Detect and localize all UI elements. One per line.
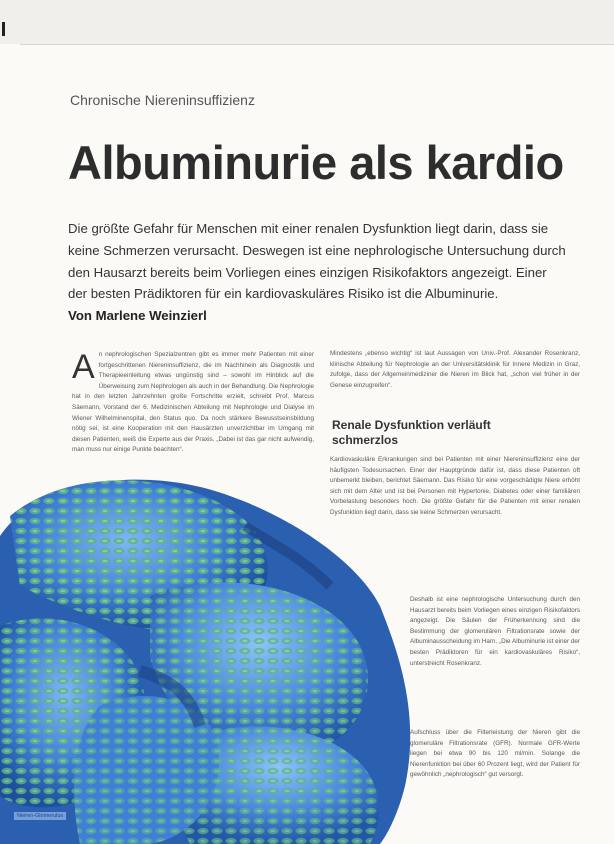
body-paragraph-right-top: Mindestens „ebenso wichtig“ ist laut Aussagen von Univ.-Prof. Alexander Rosenkranz, klinische Abteilung für Nephrologie an der Universitätsklinik für Innere Medizin in Graz, zufolge, dass der Allgemeinmediziner die Nieren im Blick hat, „schon viel früher in der Genese einzugreifen“. [330,350,580,389]
scan-edge-line [20,44,614,45]
body-column-right-low [410,595,580,669]
author-byline: Von Marlene Weinzierl [68,308,207,324]
body-column-right-bottom [410,728,580,781]
body-paragraph-right-mid: Kardiovaskuläre Erkrankungen sind bei Patienten mit einer Niereninsuffizienz eine der häufigsten Todesursachen. Einer der Hauptgründe dafür ist, dass diese Patienten oft unbemerkt bleiben, berichtet Säemann. Das Risiko für eine vorgeschädigte Niere erhöht sich mit dem Alter und ist bei Personen mit Hypertonie, Diabetes oder einer familiären Vorbelastung besonders hoch. Die größte Gefahr für die Patienten mit einer renalen Dysfunktion liegt darin, dass sie keine Schmerzen verursacht. [330,456,580,516]
scan-top-margin [0,0,614,44]
body-paragraph-right-bottom: Aufschluss über die Filterleistung der Nieren gibt die glomeruläre Filtrationsrate (GFR). Normale GFR-Werte liegen bei etwa 90 bis 120 ml/min. Solange die Nierenfunktion bei über 60 Prozent liegt, wird der Patient für gewöhnlich „nephrologisch“ gut versorgt. [410,729,580,779]
drop-cap: A [72,348,95,386]
body-paragraph-right-low: Deshalb ist eine nephrologische Untersuchung durch den Hausarzt bereits beim Vorliegen eines einzigen Risikofaktors angezeigt. Die Säulen der Früherkennung sind die Bestimmung der glomerulären Filtrationsrate sowie der Albuminausscheidung im Harn. „Die Albuminurie ist einer der besten Prädiktoren für ein kardiovaskuläres Risiko“, unterstreicht Rosenkranz. [410,596,580,667]
image-caption: Nieren-Glomerulus [14,812,66,820]
subhead-text: Renale Dysfunktion verläuft schmerzlos [332,418,491,447]
article-lead [68,218,568,327]
kidney-micrograph-image [0,456,420,844]
section-subhead [332,418,492,448]
lead-text: Die größte Gefahr für Menschen mit einer renalen Dysfunktion liegt darin, dass sie keine Schmerzen verursacht. Deswegen ist eine nephrologische Untersuchung durch den Hausarzt bereits beim Vorliegen eines einzigen Risikofaktors angezeigt. Einer der besten Prädiktoren für ein kardiovaskuläres Risiko ist die Albuminurie. [68,221,566,302]
article-headline: Albuminurie als kardio [68,136,564,189]
body-column-right-top [330,349,580,391]
body-column-left [72,350,314,456]
article-kicker: Chronische Niereninsuffizienz [70,92,255,108]
page-corner-mark [2,22,5,36]
body-paragraph-left: n nephrologischen Spezialzentren gibt es immer mehr Patienten mit einer fortgeschrittenen Niereninsuffizienz, die im Nachhinein als Diagnostik und Therapieeinleitung etwas ungünstig sind – sowohl im Hinblick auf die Überweisung zum Nephrologen als auch in der Behandlung. Die Nephrologie hat in den letzten Jahrzehnten große Fortschritte erzielt, schreibt Prof. Marcus Säemann, Vorstand der 6. Medizinischen Abteilung mit Nephrologie und Dialyse im Wiener Wilhelminenspital, den Status quo. Da noch stärkere Bewusstseinsbildung nötig sei, ist eine Kooperation mit den Hausärzten unverzichtbar im Umgang mit diesen Patienten, weiß die Experte aus der Praxis. „Dabei ist das gar nicht aufwendig, man muss nur einige Punkte beachten“. [72,351,314,454]
